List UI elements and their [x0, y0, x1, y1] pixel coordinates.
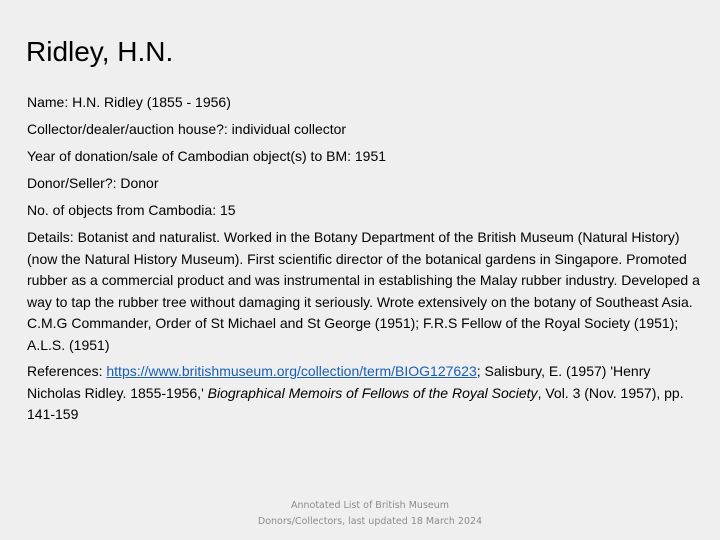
year-field: Year of donation/sale of Cambodian object(s) to BM: 1951	[27, 148, 387, 164]
references-citation: ; Salisbury, E. (1957) 'Henry Nicholas Ridley. 1855-1956,'	[27, 363, 651, 401]
references-prefix: References:	[27, 363, 107, 379]
reference-link[interactable]: https://www.britishmuseum.org/collection/term/BIOG127623	[106, 363, 477, 379]
record-body	[27, 92, 707, 431]
references-suffix: , Vol. 3 (Nov. 1957), pp. 141-159	[27, 384, 684, 422]
footer-line-1: Annotated List of British Museum	[290, 500, 450, 511]
name-field: Name: H.N. Ridley (1855 - 1956)	[27, 94, 231, 110]
donor-seller-field: Donor/Seller?: Donor	[27, 175, 159, 191]
page-title: Ridley, H.N.	[26, 36, 174, 67]
footer-line-2: Donors/Collectors, last updated 18 March 2024	[257, 516, 483, 527]
details-field: Details: Botanist and naturalist. Worked in the Botany Department of the British Museum (Natural History) (now the Natural History Museum). First scientific director of the botanical gardens in Singapore. Promoted rubber as a commercial product and was instrumental in establishing the Malay rubber industry. Developed a way to tap the rubber tree without damaging it seriously. Wrote extensively on the botany of Southeast Asia. C.M.G Commander, Order of St Michael and St George (1951); F.R.S Fellow of the Royal Society (1951); A.L.S. (1951)	[27, 229, 700, 353]
references-field	[27, 361, 707, 426]
num-objects-field: No. of objects from Cambodia: 15	[27, 202, 236, 218]
collector-type-field: Collector/dealer/auction house?: individual collector	[27, 121, 347, 137]
footer	[0, 498, 720, 530]
references-journal: Biographical Memoirs of Fellows of the Royal Society	[207, 384, 538, 401]
